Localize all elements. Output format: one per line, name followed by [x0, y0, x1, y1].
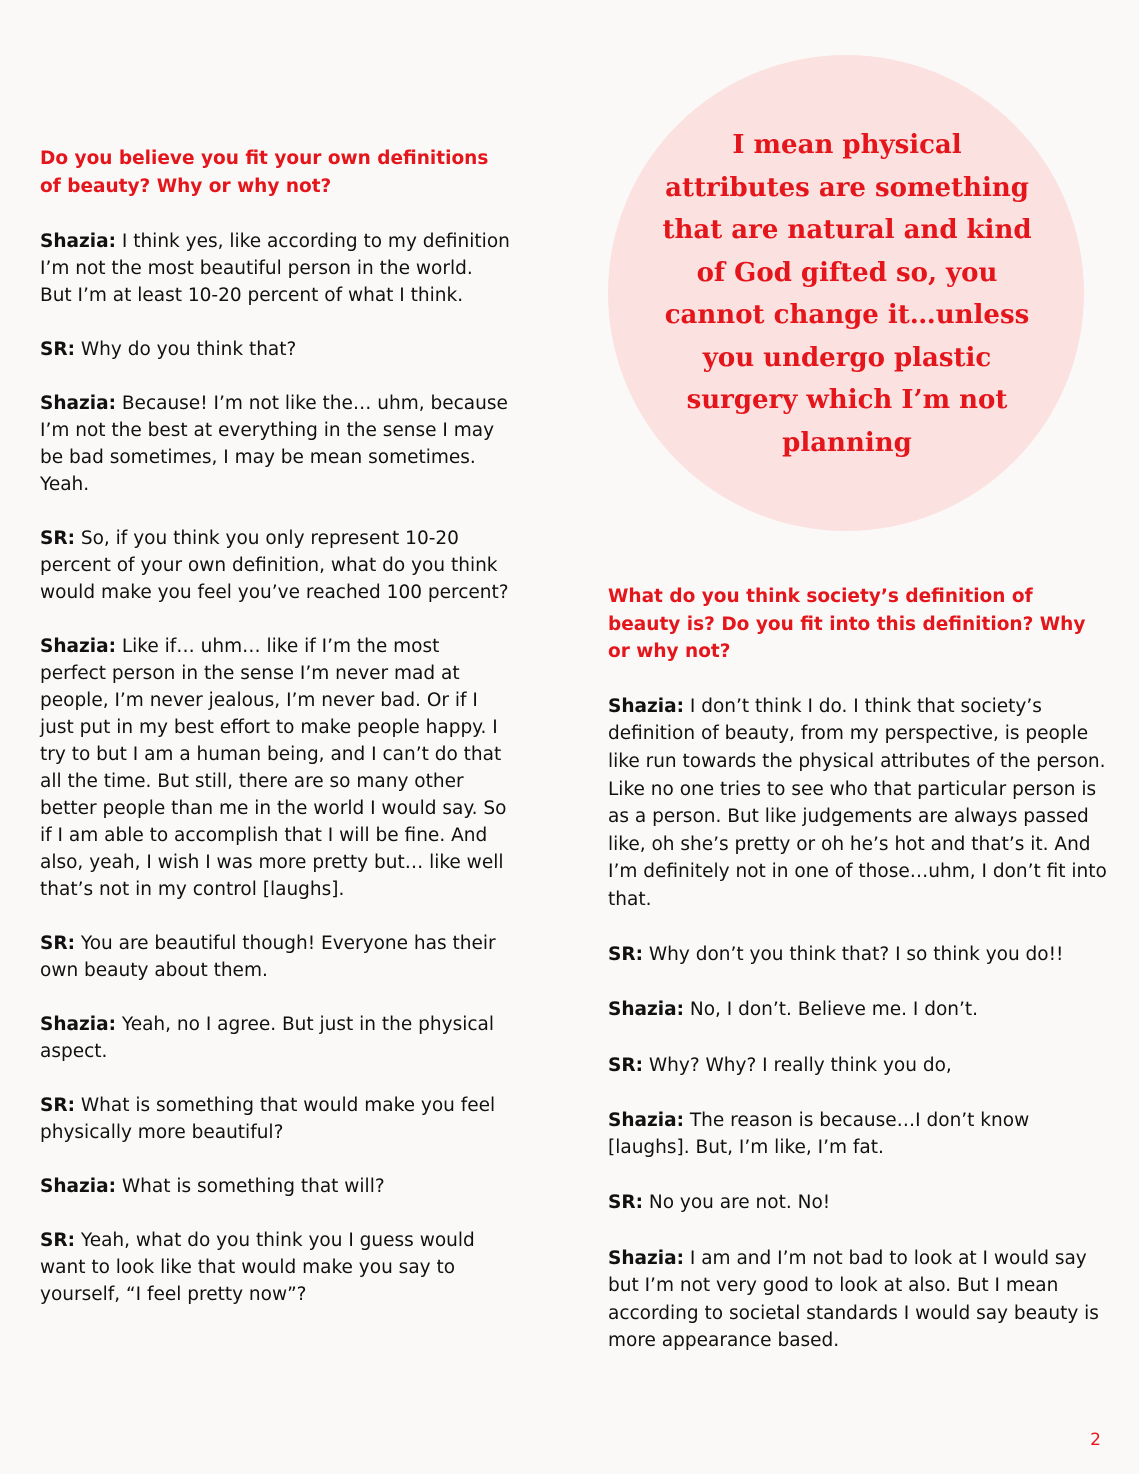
speaker-label: Shazia: [40, 636, 116, 657]
speaker-label: SR: [608, 1192, 643, 1214]
dialogue-paragraph [40, 525, 510, 606]
dialogue-paragraph [608, 1189, 1108, 1217]
speaker-label: Shazia: [40, 1014, 116, 1035]
dialogue-text: Why don’t you think that? I so think you do!! [642, 944, 1064, 966]
dialogue-text: You are beautiful though! Everyone has their own beauty about them. [40, 933, 496, 981]
dialogue-paragraph [608, 996, 1108, 1024]
dialogue-paragraph [40, 1173, 510, 1200]
dialogue-text: Why? Why? I really think you do, [642, 1054, 952, 1076]
dialogue-paragraph [608, 1052, 1108, 1080]
speaker-label: SR: [40, 1095, 75, 1116]
dialogue-text: Like if… uhm… like if I’m the most perfect person in the sense I’m never mad at people, I’m never jealous, I’m never bad. Or if I just put in my best effort to make people happy. I try to but I am a human being, and I can’t do that all the time. But still, there are so many other better people than me in the world I would say. So if I am able to accomplish that I will be fine. And also, yeah, I wish I was more pretty but… like well that’s not in my control [laughs]. [40, 636, 507, 900]
speaker-label: Shazia: [608, 1247, 684, 1269]
dialogue-text: Yeah, what do you think you I guess would want to look like that would make you say to yourself, “I feel pretty now”? [40, 1230, 475, 1305]
speaker-label: SR: [608, 944, 643, 966]
dialogue-paragraph [608, 941, 1108, 969]
dialogue-paragraph [40, 1227, 510, 1308]
right-column [608, 583, 1108, 1383]
dialogue-paragraph [608, 1245, 1108, 1355]
dialogue-paragraph [40, 1092, 510, 1146]
speaker-label: SR: [40, 933, 75, 954]
dialogue-text: I don’t think I do. I think that society’s definition of beauty, from my perspective, is people like run towards the physical attributes of the person. Like no one tries to see who that particular person is as a person. But like judgements are always passed like, oh she’s pretty or oh he’s hot and that’s it. And I’m definitely not in one of those…uhm, I don’t fit into that. [608, 695, 1107, 910]
speaker-label: SR: [608, 1054, 643, 1076]
speaker-label: SR: [40, 339, 75, 360]
dialogue-paragraph [608, 693, 1108, 914]
dialogue-paragraph [40, 930, 510, 984]
dialogue-text: Because! I’m not like the… uhm, because I’m not the best at everything in the sense I may be bad sometimes, I may be mean sometimes. Yeah. [40, 393, 508, 495]
speaker-label: SR: [40, 528, 75, 549]
page-number: 2 [1090, 1430, 1101, 1450]
pull-quote: I mean physical attributes are something that are natural and kind of God gifted so, you cannot change it…unless you undergo plastic surgery which I’m not planning [662, 130, 1032, 458]
speaker-label: Shazia: [40, 1176, 116, 1197]
speaker-label: Shazia: [40, 231, 116, 252]
dialogue-text: No you are not. No! [642, 1192, 831, 1214]
dialogue-text: The reason is because…I don’t know [laughs]. But, I’m like, I’m fat. [608, 1109, 1030, 1159]
dialogue-text: I think yes, like according to my definition I’m not the most beautiful person in the world. But I’m at least 10-20 percent of what I think. [40, 231, 510, 306]
question-heading: Do you believe you fit your own definitions of beauty? Why or why not? [40, 148, 489, 197]
speaker-label: Shazia: [608, 999, 684, 1021]
speaker-label: Shazia: [608, 695, 684, 717]
dialogue-text: Yeah, no I agree. But just in the physical aspect. [40, 1014, 494, 1062]
dialogue-paragraph [608, 1107, 1108, 1162]
dialogue-text: What is something that would make you feel physically more beautiful? [40, 1095, 496, 1143]
left-column [40, 145, 510, 1335]
dialogue-paragraph [40, 633, 510, 903]
dialogue-text: No, I don’t. Believe me. I don’t. [683, 999, 979, 1021]
dialogue-text: Why do you think that? [74, 339, 297, 360]
dialogue-list [40, 228, 510, 1308]
dialogue-paragraph [40, 390, 510, 498]
speaker-label: Shazia: [608, 1109, 684, 1131]
speaker-label: SR: [40, 1230, 75, 1251]
question-heading: What do you think society’s definition of beauty is? Do you fit into this definition? Why or why not? [608, 586, 1086, 663]
dialogue-paragraph [40, 228, 510, 309]
dialogue-text: I am and I’m not bad to look at I would say but I’m not very good to look at also. But I mean according to societal standards I would say beauty is more appearance based. [608, 1247, 1099, 1352]
dialogue-text: What is something that will? [115, 1176, 385, 1197]
dialogue-text: So, if you think you only represent 10-20 percent of your own definition, what do you think would make you feel you’ve reached 100 percent? [40, 528, 509, 603]
dialogue-paragraph [40, 1011, 510, 1065]
dialogue-list [608, 693, 1108, 1355]
dialogue-paragraph [40, 336, 510, 363]
speaker-label: Shazia: [40, 393, 116, 414]
